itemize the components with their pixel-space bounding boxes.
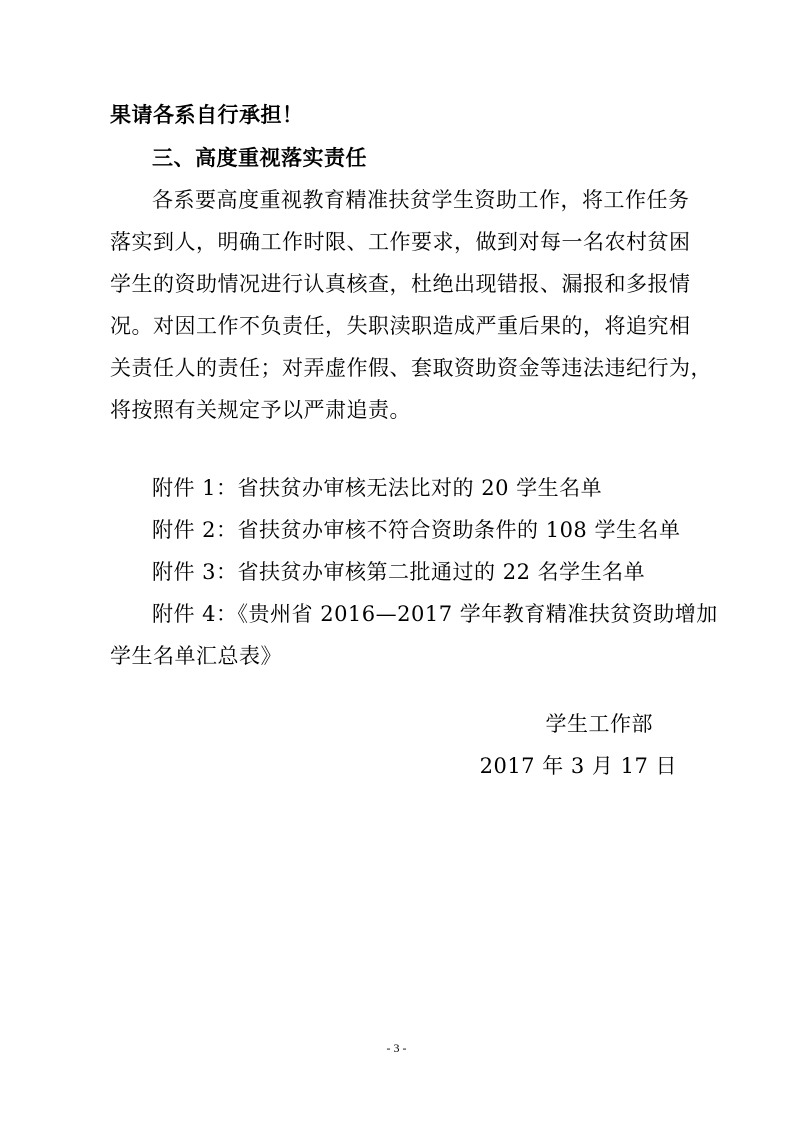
signature-date: 2017 年 3 月 17 日 — [479, 754, 677, 778]
attachment-item: 附件 2：省扶贫办审核不符合资助条件的 108 学生名单 — [152, 518, 681, 542]
section-heading: 三、高度重视落实责任 — [152, 146, 367, 170]
paragraph-line: 落实到人，明确工作时限、工作要求，做到对每一名农村贫困 — [110, 230, 691, 254]
attachment-item-continuation: 学生名单汇总表》 — [110, 644, 282, 668]
attachment-item: 附件 1：省扶贫办审核无法比对的 20 学生名单 — [152, 476, 603, 500]
attachment-item: 附件 3：省扶贫办审核第二批通过的 22 名学生名单 — [152, 560, 646, 584]
signature-org: 学生工作部 — [545, 712, 653, 736]
paragraph-line: 各系要高度重视教育精准扶贫学生资助工作，将工作任务 — [152, 188, 690, 212]
paragraph-line: 学生的资助情况进行认真核查，杜绝出现错报、漏报和多报情 — [110, 272, 691, 296]
attachment-item: 附件 4：《贵州省 2016—2017 学年教育精准扶贫资助增加 — [152, 602, 718, 626]
paragraph-line: 关责任人的责任；对弄虚作假、套取资助资金等违法违纪行为， — [110, 356, 712, 380]
paragraph-line: 将按照有关规定予以严肃追责。 — [110, 398, 411, 422]
page-number: - 3 - — [386, 1041, 407, 1055]
continuation-line: 果请各系自行承担！ — [110, 103, 304, 127]
paragraph-line: 况。对因工作不负责任，失职渎职造成严重后果的，将追究相 — [110, 314, 691, 338]
